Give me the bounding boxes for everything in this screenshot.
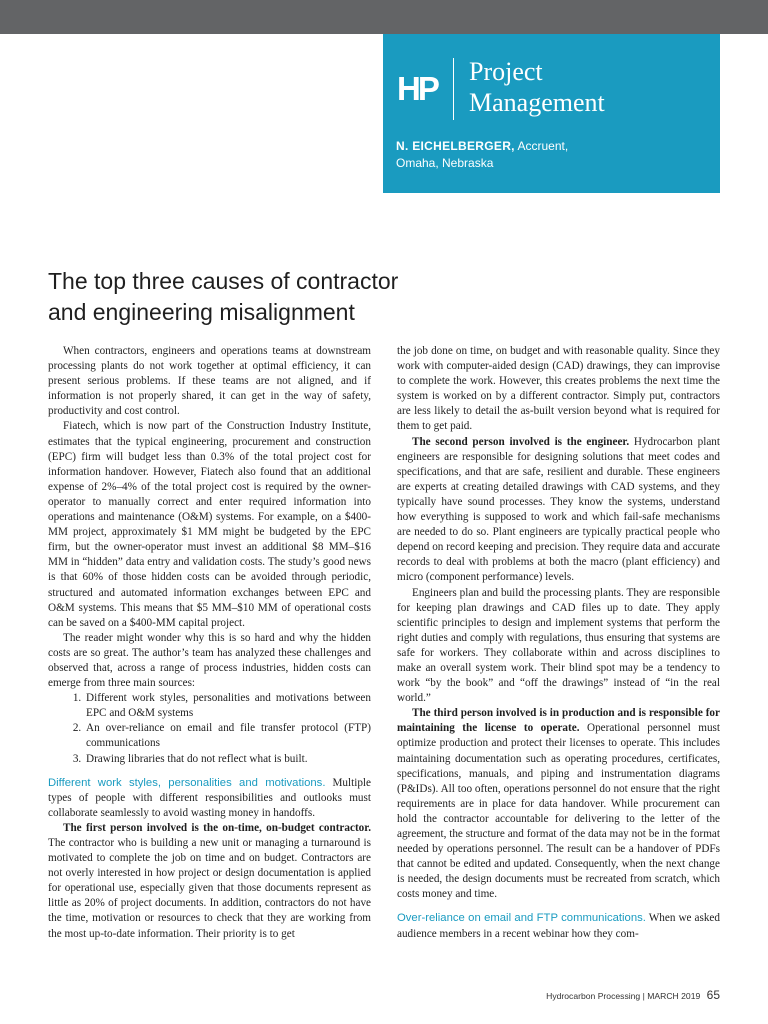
left-column (48, 344, 371, 942)
section-title-line1: Project (469, 57, 543, 86)
list-item: 1. Different work styles, personalities and motivations between EPC and O&M systems (84, 691, 371, 721)
subhead-text: Multiple types of people with different responsibilities and outlooks must collaborate seamlessly to avoid wasting money in handoffs. (48, 776, 371, 819)
author-byline (396, 138, 706, 172)
top-bar (0, 0, 768, 34)
subhead-email-ftp: Over-reliance on email and FTP communications. (397, 912, 646, 925)
page-number: 65 (706, 988, 720, 1002)
paragraph: Engineers plan and build the processing plants. They are responsible for keeping plan drawings and CAD files up to date. They apply scientific principles to design and implement systems that perform the right duties and comply with regulations, thus ensuring that systems are safe for workers. They collaborate within and across disciplines to make an overall system work. Their blind spot may be a tendency to work “by the book” and “off the drawings” instead of “in the real world.” (397, 586, 720, 705)
article-title-line2: and engineering misalignment (48, 299, 355, 325)
section-header-box (383, 34, 720, 193)
causes-list (48, 691, 371, 766)
footer-separator: | (642, 991, 645, 1001)
section-title-line2: Management (469, 88, 605, 117)
list-item: 3. Drawing libraries that do not reflect what is built. (84, 752, 371, 767)
paragraph-text: Operational personnel must optimize production and protect their licenses to operate. This includes maintaining documentation such as operating procedures, certificates, specifications, manuals, and piping and instrumentation diagrams (P&IDs). All too often, operations personnel do not ensure that the right requirements are in place for data handover. While procurement can hold the contractor accountable for delivering to the letter of the agreement, the structure and format of the data may not be in the format needed by operations personnel. The result can be a handover of PDFs that cannot be edited and updated. Consequently, when the next change is needed, the design documents must be recreated from scratch, which costs money and time. (397, 722, 721, 901)
article-title (48, 266, 608, 328)
author-location: Omaha, Nebraska (396, 156, 494, 170)
bold-lead: The first person involved is the on-time, on-budget contractor. (63, 821, 371, 834)
paragraph-text: The contractor who is building a new unit or managing a turnaround is motivated to complete the job on time and on budget. Contractors are not overly interested in how project or design documentation is applied for operational use, especially given that those documents represent as little as 20% of project documents. In addition, contractors do not have the time, motivation or resources to check that they are working from the most up-to-date information. Their priority is to get (48, 837, 371, 940)
page-footer (546, 988, 720, 1002)
list-item: 2. An over-reliance on email and file transfer protocol (FTP) communications (84, 721, 371, 751)
paragraph (397, 706, 720, 902)
issue-date: MARCH 2019 (647, 991, 701, 1001)
paragraph: the job done on time, on budget and with reasonable quality. Since they work with computer-aided design (CAD) drawings, they can improvise to complete the work. However, this creates problems the next time the system is worked on by a different contractor. Simply put, contractors are less likely to detail the as-built version beyond what is required for them to get paid. (397, 345, 720, 433)
paragraph: When contractors, engineers and operations teams at downstream processing plants do not work together at optimal efficiency, it can present serious problems. If these teams are not aligned, and if information is not properly shared, it can get in the way of safety, productivity and cost control. (48, 345, 371, 418)
paragraph: Fiatech, which is now part of the Construction Industry Institute, estimates that the typical engineering, procurement and construction (EPC) firm will budget less than 0.3% of the total project cost for information handover. However, Fiatech also found that an additional expense of 2%–4% of the total project cost is required by the owner-operator to manually correct and enter required information into operations and maintenance (O&M) systems. For example, on a $400-MM project, approximately $1 MM might be budgeted by the EPC firm, but the owner-operator must invest an additional $8 MM–$16 MM in “hidden” data entry and validation costs. The study’s good news is that 60% of those hidden costs can be avoided through periodic, structured and automated information exchanges between EPC and O&M systems. This means that $5 MM–$10 MM of operational costs can be saved on a $400-MM capital project. (48, 420, 371, 629)
paragraph-text: Hydrocarbon plant engineers are responsible for designing solutions that meet codes and specifications, and that are safe, resilient and durable. These engineers are experts at creating detailed drawings with CAD systems, and they typically have sound processes. They know the systems, understand how everything is supposed to work and which fail-safe mechanisms are needed to do so. Plant engineers are typically practical people who depend on record keeping and precision. They require data and accurate records to deal with problems at both the macro (plant efficiency) and micro (component performance) levels. (397, 435, 720, 584)
subhead-text: When we asked audience members in a recent webinar how they com- (397, 912, 720, 940)
bold-lead: The third person involved is in production and is responsible for maintaining the license to operate. (397, 707, 720, 735)
subhead-paragraph (397, 911, 720, 941)
bold-lead: The second person involved is the engineer. (412, 435, 630, 448)
author-affiliation: Accruent, (517, 139, 569, 153)
paragraph (48, 821, 371, 942)
hp-logo: HP (397, 70, 437, 107)
publication-name: Hydrocarbon Processing (546, 991, 641, 1001)
paragraph: The reader might wonder why this is so hard and why the hidden costs are so great. The author’s team has analyzed these challenges and observed that, across a range of process industries, hidden costs can emerge from three main sources: (48, 631, 371, 690)
subhead-work-styles: Different work styles, personalities and motivations. (48, 776, 326, 789)
subhead-paragraph (48, 776, 371, 821)
author-name: N. EICHELBERGER, (396, 139, 515, 153)
right-column (397, 344, 720, 942)
article-title-line1: The top three causes of contractor (48, 268, 399, 294)
header-divider (453, 58, 454, 120)
paragraph (397, 435, 720, 586)
